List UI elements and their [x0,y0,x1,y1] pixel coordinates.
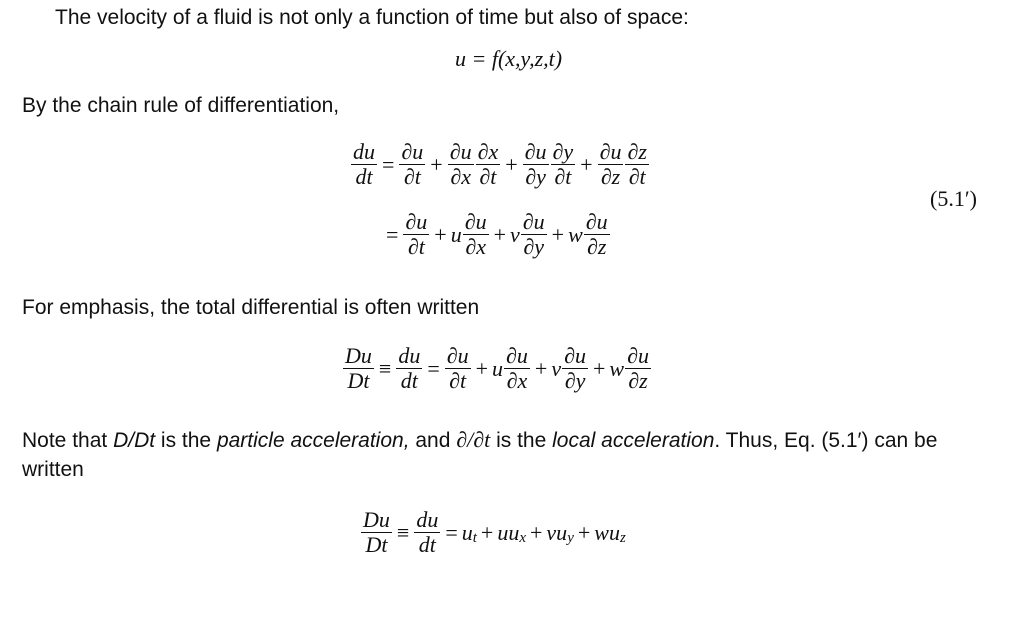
text-segment: ∂/∂t [456,427,491,452]
text-segment: is the [490,429,553,452]
text-segment: local acceleration [552,429,715,452]
fraction: $\frac{\partial u}{\partial x}$ [464,209,487,259]
fraction: $\frac{\partial u}{\partial z}$ [627,343,649,393]
fraction: $\frac{\partial u}{\partial y}$ [522,209,545,259]
text-segment: . Thus, Eq. (5.1′) can be [714,429,938,452]
fraction: $\frac{\partial u}{\partial x}$ [506,343,528,393]
fraction: $\frac{\partial u}{\partial y}$ [564,343,586,393]
equation-chain-rule-line2: = $\frac{\partial u}{\partial t}$ + u $\frac{\partial u}{\partial x}$ + v $\frac{\partial u}{\partial y}$ + w $\frac{\partial u}{\partial z}$ [386,209,608,259]
fraction: $\frac{du}{dt}$ [398,343,421,393]
paragraph-intro: The velocity of a fluid is not only a function of time but also of space: [55,6,689,29]
paragraph-chain-rule: By the chain rule of differentiation, [22,94,340,117]
fraction: $\frac{\partial u}{\partial x}$ [449,139,472,189]
fraction: $\frac{\partial u}{\partial t}$ [405,209,428,259]
paragraph-note-line2: written [22,458,84,481]
equation-material-derivative: $\frac{Du}{Dt}$ ≡ $\frac{du}{dt}$ = $\frac{\partial u}{\partial t}$ + u $\frac{\partial u}{\partial x}$ + v $\frac{\partial u}{\partial y}$ + w $\frac{\partial u}{\partial z}$ [345,343,649,393]
fraction: $\frac{Du}{Dt}$ [345,343,372,393]
equation-subscript-form: $\frac{Du}{Dt}$ ≡ $\frac{du}{dt}$ = u t + uu x + vu y + wu z [363,507,626,557]
text-segment: and [409,429,457,452]
fraction: $\frac{\partial u}{\partial z}$ [585,209,608,259]
velocity-function-text: u = f(x,y,z,t) [455,46,563,71]
paragraph-emphasis: For emphasis, the total differential is often written [22,296,480,319]
fraction: $\frac{\partial y}{\partial t}$ [552,139,574,189]
fraction: $\frac{du}{dt}$ [416,507,439,557]
fraction: $\frac{du}{dt}$ [353,139,375,189]
equation-number: (5.1′) [930,186,977,211]
equation-velocity-function [455,46,562,72]
text-segment: is the [155,429,217,452]
fraction: $\frac{\partial u}{\partial y}$ [524,139,547,189]
fraction: $\frac{\partial u}{\partial t}$ [446,343,469,393]
fraction: $\frac{\partial x}{\partial t}$ [477,139,499,189]
fraction: $\frac{Du}{Dt}$ [363,507,390,557]
equation-chain-rule-line1: $\frac{du}{dt}$ = $\frac{\partial u}{\partial t}$ + $\frac{\partial u}{\partial x}$ $\frac{\partial x}{\partial t}$ + $\frac{\partial u}{\partial y}$ $\frac{\partial y}{\partial t}$ + $\frac{\partial u}{\partial z}$ $\frac{\partial z}{\partial t}$ [353,139,647,189]
fraction: $\frac{\partial u}{\partial z}$ [599,139,622,189]
fraction: $\frac{\partial u}{\partial t}$ [401,139,424,189]
text-segment: Note that [22,429,114,452]
fraction: $\frac{\partial z}{\partial t}$ [627,139,647,189]
text-segment: D/Dt [113,429,156,452]
paragraph-note [22,426,937,455]
text-segment: particle acceleration, [216,429,410,452]
